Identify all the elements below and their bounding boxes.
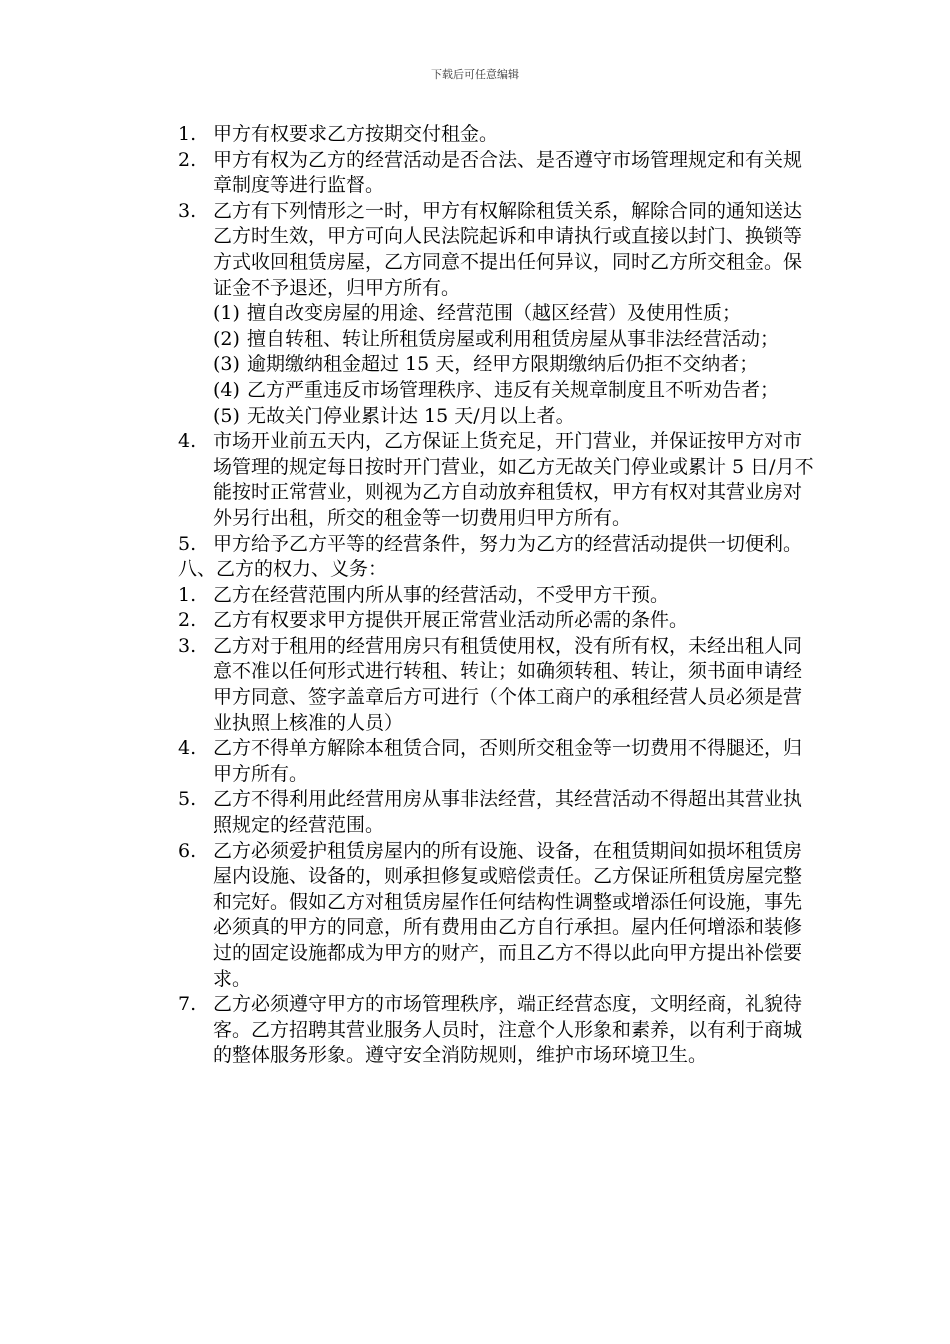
item-number: (2) xyxy=(213,327,240,350)
item-text: 逾期缴纳租金超过 15 天，经甲方限期缴纳后仍拒不交纳者； xyxy=(247,353,759,376)
item-number: 7. xyxy=(178,993,197,1016)
list-item xyxy=(178,148,818,199)
item-text: 甲方给予乙方平等的经营条件，努力为乙方的经营活动提供一切便利。 xyxy=(213,532,803,555)
item-number: (4) xyxy=(213,378,240,401)
item-text: 甲方有权为乙方的经营活动是否合法、是否遵守市场管理规定和有关规章制度等进行监督。 xyxy=(213,148,803,197)
item-text: 乙方对于租用的经营用房只有租赁使用权，没有所有权，未经出租人同意不准以任何形式进行转租、转让；如确须转租、转让，须书面申请经甲方同意、签字盖章后方可进行（个体工商户的承租经营人员必须是营业执照上核准的人员） xyxy=(213,634,803,734)
item-number: 5. xyxy=(178,788,197,811)
list-item xyxy=(178,608,818,634)
item-number: 5. xyxy=(178,532,197,555)
item-number: 2. xyxy=(178,148,197,171)
sub-list-item xyxy=(178,327,818,353)
item-number: 4. xyxy=(178,737,197,760)
sub-list-item xyxy=(178,404,818,430)
item-number: 1. xyxy=(178,583,197,606)
item-text: 八、乙方的权力、义务： xyxy=(178,558,388,581)
item-text: 甲方有权要求乙方按期交付租金。 xyxy=(213,123,499,145)
list-item xyxy=(178,199,818,301)
list-item xyxy=(178,992,818,1069)
sub-list-item xyxy=(178,378,818,404)
list-item xyxy=(178,839,818,993)
list-item xyxy=(178,122,818,148)
list-item xyxy=(178,634,818,736)
document-body xyxy=(178,122,818,1069)
sub-list-item xyxy=(178,352,818,378)
list-item xyxy=(178,429,818,531)
item-number: 2. xyxy=(178,609,197,632)
item-number: 6. xyxy=(178,839,197,862)
item-text: 擅自改变房屋的用途、经营范围（越区经营）及使用性质； xyxy=(247,302,742,325)
item-number: (5) xyxy=(213,404,240,427)
item-text: 乙方严重违反市场管理秩序、违反有关规章制度且不听劝告者； xyxy=(247,378,780,401)
item-text: 乙方在经营范围内所从事的经营活动，不受甲方干预。 xyxy=(213,583,670,606)
item-number: 1. xyxy=(178,123,197,145)
item-number: (3) xyxy=(213,353,240,376)
section-heading xyxy=(178,557,818,583)
page-header: 下载后可任意编辑 xyxy=(431,68,519,81)
item-text: 乙方必须遵守甲方的市场管理秩序，端正经营态度，文明经商，礼貌待客。乙方招聘其营业服务人员时，注意个人形象和素养，以有利于商城的整体服务形象。遵守安全消防规则，维护市场环境卫生。 xyxy=(213,993,803,1067)
item-text: 擅自转租、转让所租赁房屋或利用租赁房屋从事非法经营活动； xyxy=(247,327,780,350)
item-text: 乙方不得利用此经营用房从事非法经营，其经营活动不得超出其营业执照规定的经营范围。 xyxy=(213,788,803,837)
item-number: 3. xyxy=(178,634,197,657)
item-text: 乙方有权要求甲方提供开展正常营业活动所必需的条件。 xyxy=(213,609,689,632)
sub-list-item xyxy=(178,301,818,327)
list-item xyxy=(178,736,818,787)
item-text: 市场开业前五天内，乙方保证上货充足，开门营业，并保证按甲方对市场管理的规定每日按时开门营业，如乙方无故关门停业或累计 5 日/月不能按时正常营业，则视为乙方自动放弃租赁权，甲方有权对其营业房对外另行出租，所交的租金等一切费用归甲方所有。 xyxy=(213,430,814,529)
list-item xyxy=(178,787,818,838)
item-text: 乙方必须爱护租赁房屋内的所有设施、设备，在租赁期间如损坏租赁房屋内设施、设备的，则承担修复或赔偿责任。乙方保证所租赁房屋完整和完好。假如乙方对租赁房屋作任何结构性调整或增添任何设施，事先必须真的甲方的同意，所有费用由乙方自行承担。屋内任何增添和装修过的固定设施都成为甲方的财产，而且乙方不得以此向甲方提出补偿要求。 xyxy=(213,839,803,990)
item-number: 3. xyxy=(178,199,197,222)
list-item xyxy=(178,532,818,558)
item-number: 4. xyxy=(178,430,197,453)
item-text: 乙方不得单方解除本租赁合同，否则所交租金等一切费用不得腿还，归甲方所有。 xyxy=(213,737,803,785)
item-number: (1) xyxy=(213,302,240,325)
list-item xyxy=(178,583,818,609)
item-text: 无故关门停业累计达 15 天/月以上者。 xyxy=(247,404,575,427)
item-text: 乙方有下列情形之一时，甲方有权解除租赁关系，解除合同的通知送达乙方时生效，甲方可向人民法院起诉和申请执行或直接以封门、换锁等方式收回租赁房屋，乙方同意不提出任何异议，同时乙方所交租金。保证金不予退还，归甲方所有。 xyxy=(213,199,803,299)
